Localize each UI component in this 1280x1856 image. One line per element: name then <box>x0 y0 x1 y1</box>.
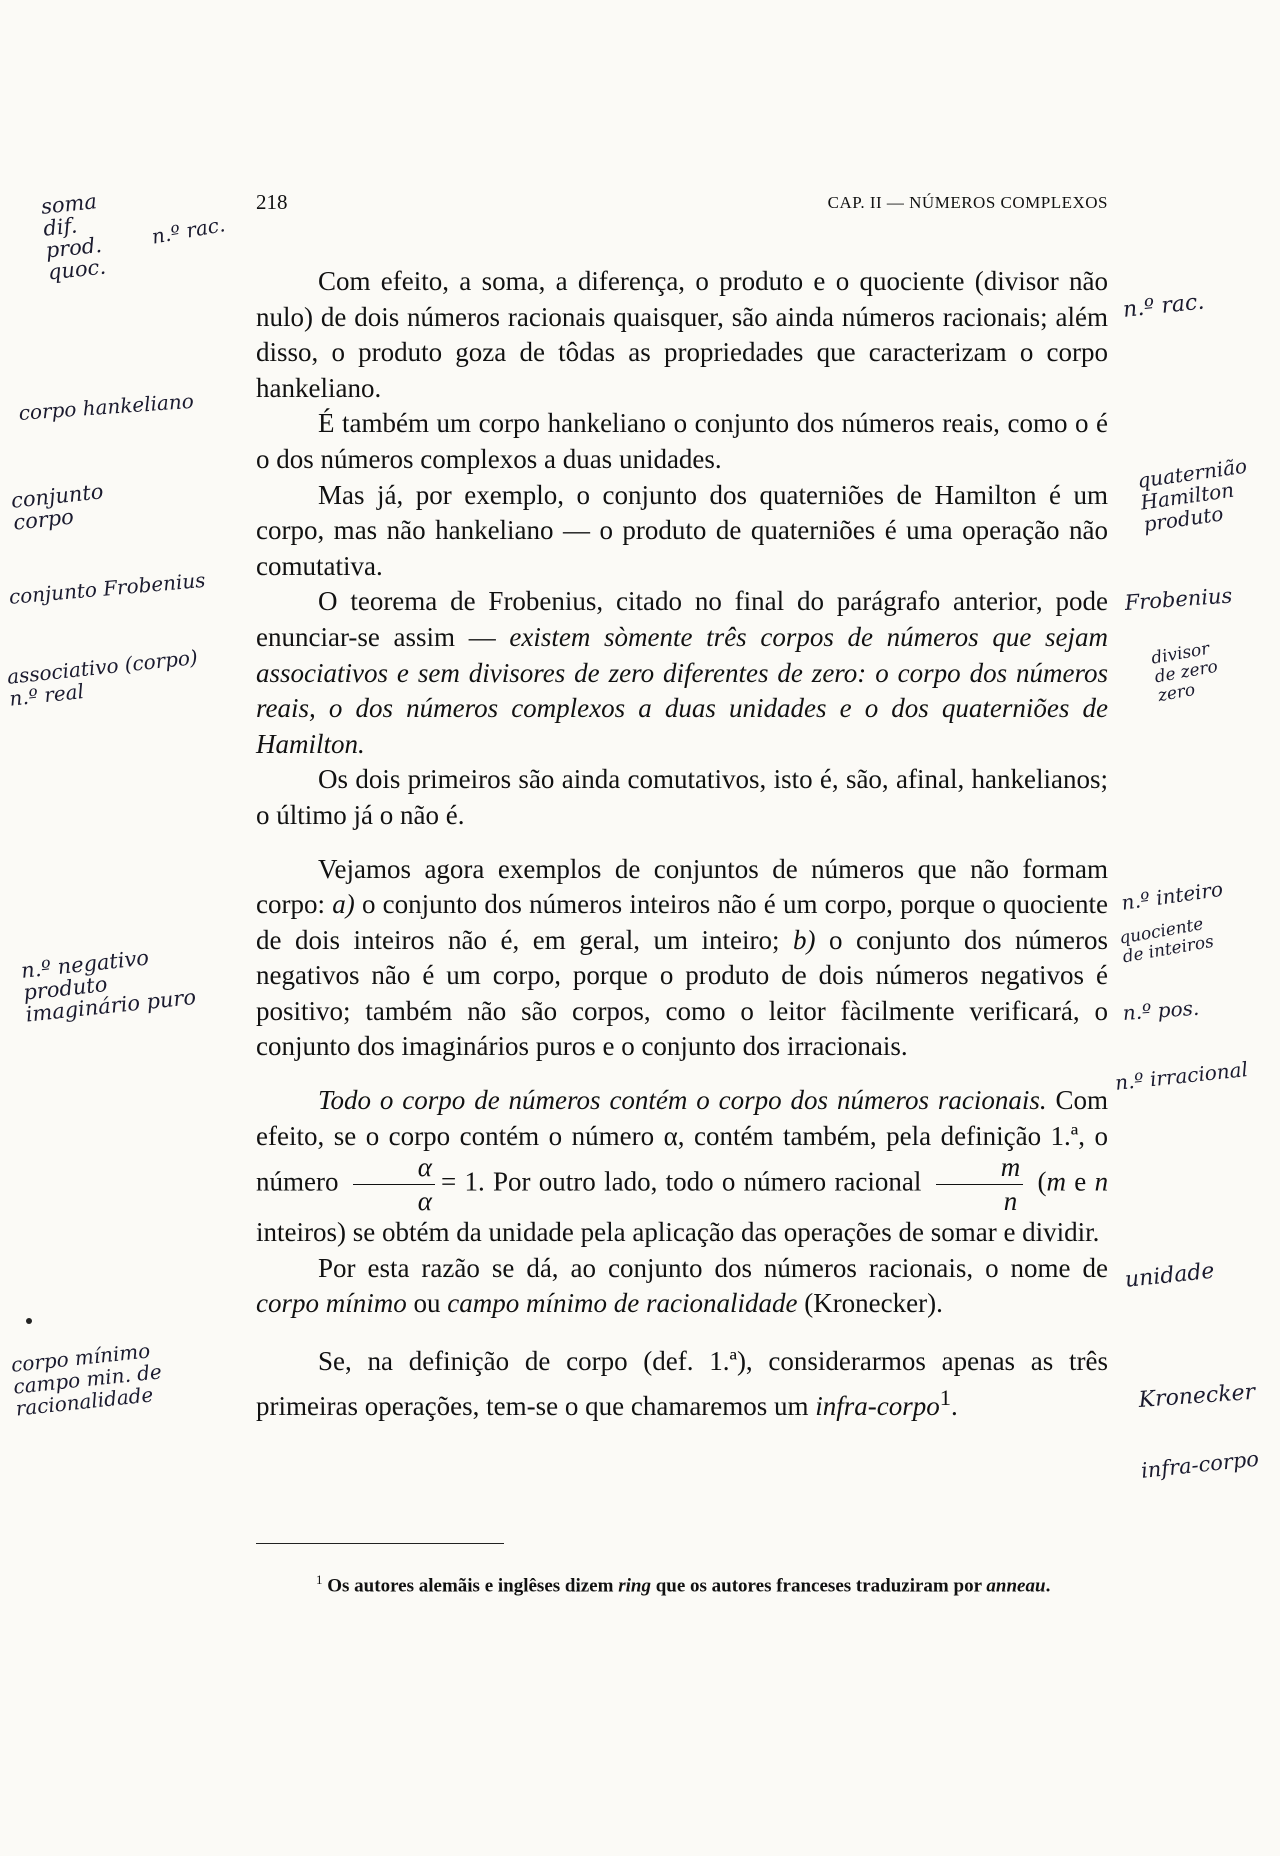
fraction-m-over-n <box>936 1154 1024 1215</box>
margin-note: n.º pos. <box>1121 995 1200 1025</box>
footnote-ref[interactable]: 1 <box>939 1384 952 1410</box>
theorem-statement: existem sòmente três corpos de números que sejam associativos e sem divisores de zero diferentes de zero: o corpo dos números reais, o dos números complexos a duas unidades e o dos quaterniões de Hamilton. <box>256 621 1108 759</box>
margin-note: n.º negativo produto imaginário puro <box>19 945 198 1027</box>
page-header <box>256 190 1108 220</box>
running-title: CAP. II — NÚMEROS COMPLEXOS <box>827 193 1108 212</box>
margin-note: quociente de inteiros <box>1117 914 1216 968</box>
margin-note: corpo hankeliano <box>17 388 195 425</box>
variable: n <box>1094 1166 1109 1197</box>
margin-note: divisor de zero zero <box>1149 638 1220 707</box>
item-label: b) <box>792 924 816 955</box>
text-run: Os autores alemãis e inglêses dizem <box>327 1575 614 1597</box>
margin-note: n.º rac. <box>1121 289 1206 323</box>
fraction-numerator: α <box>353 1154 435 1185</box>
margin-note: Frobenius <box>1123 583 1234 615</box>
term: anneau <box>986 1575 1046 1597</box>
fraction-denominator: α <box>417 1186 432 1217</box>
body-text <box>256 264 1108 1424</box>
footnote-rule <box>256 1543 504 1544</box>
proposition: Todo o corpo de números contém o corpo dos números racionais. <box>318 1085 1047 1116</box>
text-run: ou <box>413 1288 441 1319</box>
text-run: = 1. Por outro lado, todo o número racional <box>440 1166 922 1197</box>
text-run: Vejamos agora exemplos de conjuntos de números que não formam corpo: <box>256 853 1108 920</box>
footnote <box>256 1565 1108 1600</box>
paragraph <box>256 852 1108 1066</box>
margin-note: soma dif. prod. quoc. <box>39 189 108 285</box>
fraction-denominator: n <box>1003 1186 1018 1217</box>
margin-note: conjunto corpo <box>9 479 105 535</box>
paragraph <box>256 1344 1108 1424</box>
text-run: O teorema de Frobenius, citado no final do parágrafo anterior, pode enunciar-se assim — <box>256 586 1108 652</box>
text-run: (Kronecker). <box>804 1288 943 1319</box>
margin-note: n.º irracional <box>1113 1057 1249 1095</box>
paragraph <box>256 1083 1108 1251</box>
term: corpo mínimo <box>256 1288 407 1319</box>
text-run: inteiros) se obtém da unidade pela aplicação das operações de somar e dividir. <box>256 1217 1100 1248</box>
margin-note: unidade <box>1123 1258 1216 1293</box>
paragraph <box>256 584 1108 762</box>
text-run: que os autores franceses traduziram por <box>655 1575 982 1597</box>
margin-note: n.º inteiro <box>1119 876 1225 915</box>
margin-note: infra-corpo <box>1139 1446 1260 1483</box>
paragraph: Com efeito, a soma, a diferença, o produto e o quociente (divisor não nulo) de dois números racionais quaisquer, são ainda números racionais; além disso, o produto goza de tôdas as propriedades que caracterizam o corpo hankeliano. <box>256 266 1108 403</box>
text-run: Se, na definição de corpo (def. 1.ª), considerarmos apenas as três primeiras operações, tem-se o que chamaremos um <box>256 1346 1108 1421</box>
fraction-alpha-over-alpha <box>353 1154 435 1215</box>
text-run: . <box>951 1390 958 1421</box>
page-number: 218 <box>256 190 288 214</box>
margin-note: n.º rac. <box>149 212 227 249</box>
paragraph: Os dois primeiros são ainda comutativos, isto é, são, afinal, hankelianos; o último já o não é. <box>256 764 1108 830</box>
variable: m <box>1046 1166 1066 1197</box>
paragraph <box>256 1251 1108 1322</box>
margin-note: conjunto Frobenius <box>7 567 207 609</box>
margin-note: associativo (corpo) n.º real <box>5 644 199 711</box>
term: campo mínimo de racionalidade <box>447 1288 798 1319</box>
margin-note: Kronecker <box>1137 1379 1256 1413</box>
fraction-numerator: m <box>936 1154 1024 1185</box>
text-run: o conjunto dos números negativos não é um corpo, porque o produto de dois números negativos é positivo; também não são corpos, como o leitor fàcilmente verificará, o conjunto dos imaginários puros e o conjunto dos irracionais. <box>256 924 1108 1062</box>
margin-note: quaternião Hamilton produto <box>1135 453 1249 537</box>
footnote-marker: 1 <box>316 1572 323 1587</box>
text-run: Com efeito, se o corpo contém o número α, contém também, pela definição 1.ª, o número <box>256 1085 1108 1197</box>
paragraph: É também um corpo hankeliano o conjunto dos números reais, como o é o dos números complexos a duas unidades. <box>256 408 1108 474</box>
text-run: o conjunto dos números inteiros não é um corpo, porque o quociente de dois inteiros não é, em geral, um inteiro; <box>256 889 1109 955</box>
text-run: Por esta razão se dá, ao conjunto dos números racionais, o nome de <box>318 1252 1108 1283</box>
ink-dot <box>26 1318 32 1324</box>
text-run: e <box>1074 1166 1087 1197</box>
term: infra-corpo <box>815 1390 940 1421</box>
paragraph: Mas já, por exemplo, o conjunto dos quaterniões de Hamilton é um corpo, mas não hankeliano — o produto de quaterniões é uma operação não comutativa. <box>256 479 1108 581</box>
margin-note: corpo mínimo campo min. de racionalidade <box>9 1338 163 1421</box>
text-run: . <box>1045 1575 1051 1597</box>
item-label: a) <box>332 889 355 920</box>
text-run: ( <box>1037 1166 1047 1197</box>
term: ring <box>618 1575 651 1597</box>
